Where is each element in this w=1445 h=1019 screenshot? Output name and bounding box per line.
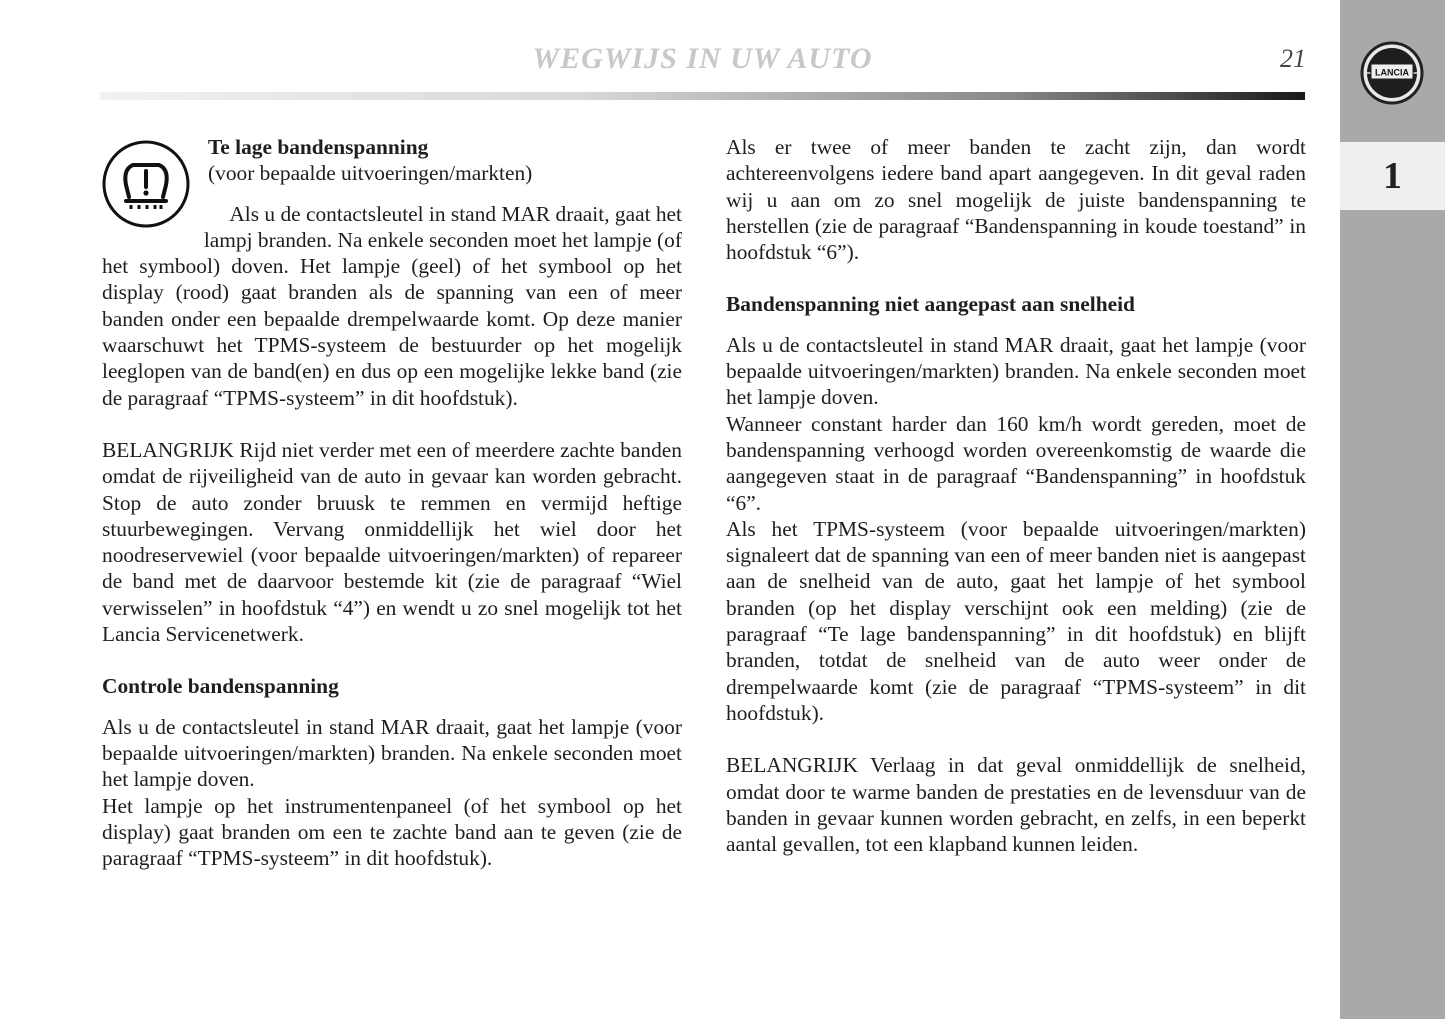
section-heading-speed: Bandenspanning niet aangepast aan snelheid (726, 292, 1135, 317)
paragraph-line: Als u de contactsleutel in stand MAR draait, gaat het (229, 201, 682, 226)
paragraph: Als u de contactsleutel in stand MAR draait, gaat het lampje (voor bepaalde uitvoeringen/markten) branden. Na enkele seconden moet het lampje doven. (726, 332, 1306, 410)
header-rule (100, 92, 1305, 100)
paragraph: Wanneer constant harder dan 160 km/h wordt gereden, moet de bandenspanning verhoogd worden overeenkomstig de waarde die aangegeven staat in de paragraaf “Bandenspanning” in hoofdstuk “6”. (726, 411, 1306, 515)
paragraph: Het lampje op het instrumentenpaneel (of het symbool op het display) gaat branden om een te zachte band aan te geven (zie de paragraaf “TPMS-systeem” in dit hoofdstuk). (102, 793, 682, 871)
chapter-sidebar (1340, 0, 1445, 1019)
paragraph-warning: BELANGRIJK Verlaag in dat geval onmiddellijk de snelheid, omdat door te warme banden de prestaties en de levensduur van de banden in gevaar kunnen worden gebracht, en zelfs, in een beperkt aantal gevallen, tot een klapband kunnen leiden. (726, 753, 1306, 857)
page-number: 21 (1280, 44, 1306, 73)
chapter-number: 1 (1340, 142, 1445, 210)
left-column (102, 134, 682, 871)
lancia-logo-icon (1340, 0, 1445, 140)
paragraph: Als er twee of meer banden te zacht zijn, dan wordt achtereenvolgens iedere band apart aangegeven. In dit geval raden wij u aan om zo snel mogelijk de juiste bandenspanning te herstellen (zie de paragraaf “Bandenspanning in koude toestand” in hoofdstuk “6”). (726, 135, 1306, 265)
paragraph: Als u de contactsleutel in stand MAR draait, gaat het lampje (voor bepaalde uitvoeringen/markten) branden. Na enkele seconden moet het lampje doven. (102, 714, 682, 792)
logo-lettering: LANCIA (1375, 67, 1409, 78)
section-heading-low-pressure: Te lage bandenspanning (208, 135, 429, 159)
section-heading-pressure-check: Controle bandenspanning (102, 674, 339, 699)
paragraph-warning: BELANGRIJK Rijd niet verder met een of meerdere zachte banden omdat de rijveiligheid van de auto in gevaar kan worden gebracht. Stop de auto zonder bruusk te remmen en vermijd heftige stuurbewegingen. Vervang onmiddellijk het wiel door het noodreservewiel (voor bepaalde uitvoeringen/markten) of repareer de band met de daarvoor bestemde kit (zie de paragraaf “Wiel verwisselen” in hoofdstuk “4”) en wendt u zo snel mogelijk tot het Lancia Servicenetwerk. (102, 437, 682, 647)
section-subtitle: (voor bepaalde uitvoeringen/markten) (208, 161, 533, 186)
paragraph: het symbool) doven. Het lampje (geel) of het symbool op het display (rood) gaat branden als de spanning van een of meer banden onder een bepaalde drempelwaarde komt. Op deze manier waarschuwt het TPMS-systeem de bestuurder op het mogelijk leeglopen van de band(en) en dus op een mogelijke lekke band (zie de paragraaf “TPMS-systeem” in dit hoofdstuk). (102, 254, 682, 410)
paragraph-line: lampj branden. Na enkele seconden moet het lampje (of (203, 227, 682, 252)
right-column (726, 134, 1306, 857)
paragraph: Als het TPMS-systeem (voor bepaalde uitvoeringen/markten) signaleert dat de spanning van een of meer banden niet is aangepast aan de snelheid van de auto, gaat het lampje of het symbool branden (op het display verschijnt ook een melding) (zie de paragraaf “Te lage bandenspanning” in dit hoofdstuk) en blijft branden, totdat de snelheid van de auto weer onder de drempelwaarde komt (zie de paragraaf “TPMS-systeem” in dit hoofdstuk). (726, 516, 1306, 725)
running-header-title: WEGWIJS IN UW AUTO (532, 42, 873, 75)
logo-area (1340, 0, 1445, 140)
